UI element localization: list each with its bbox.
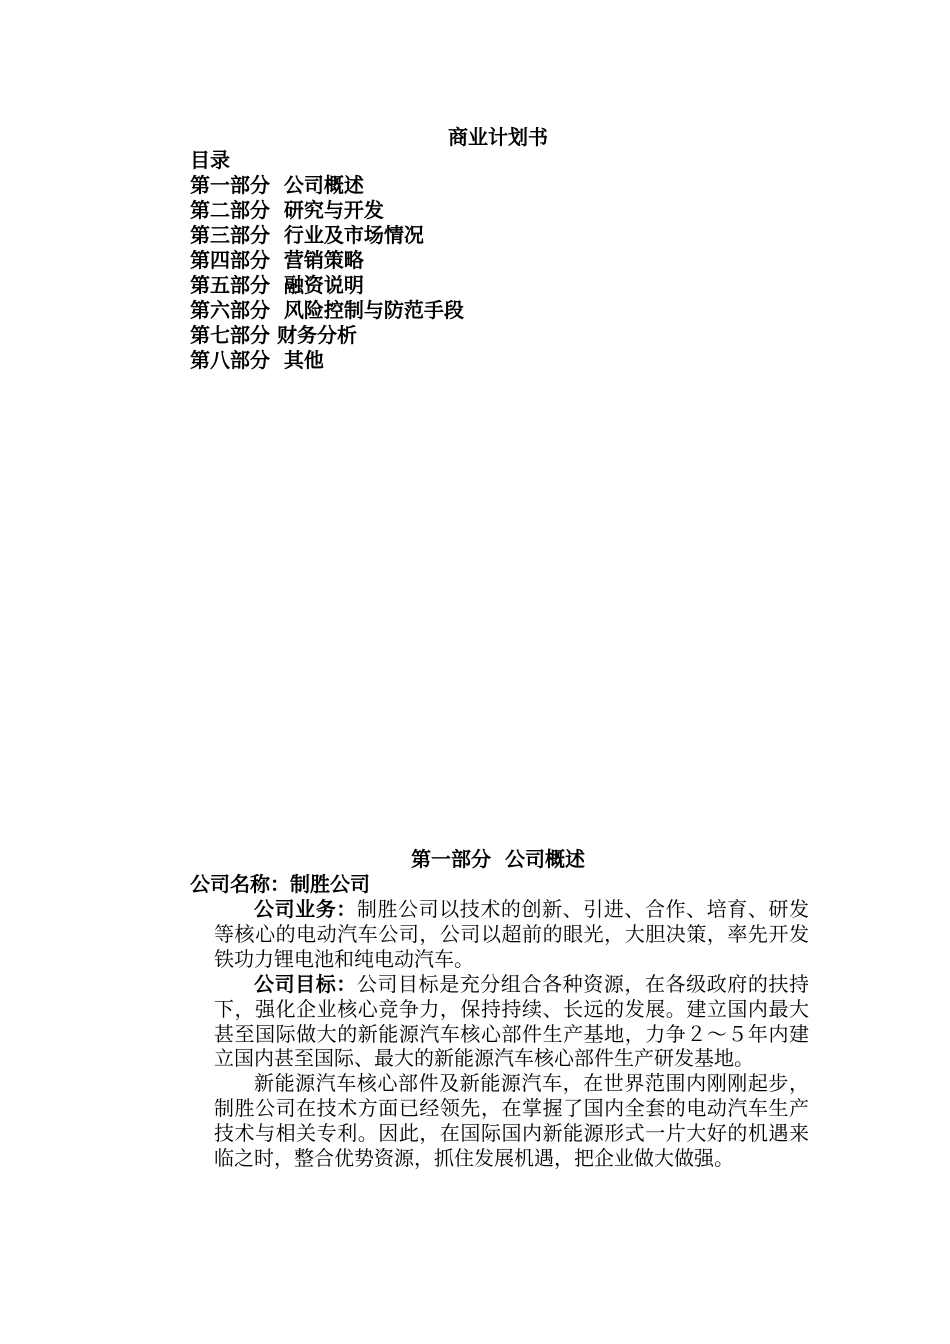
toc-item-part-8: 第八部分 其他 [190, 348, 324, 372]
company-name: 公司名称：制胜公司 [190, 872, 370, 896]
toc-item-part-3: 第三部分 行业及市场情况 [190, 223, 424, 247]
business-paragraph [214, 897, 809, 972]
document-title: 商业计划书 [448, 125, 548, 149]
toc-item-part-1: 第一部分 公司概述 [190, 173, 364, 197]
toc-item-part-2: 第二部分 研究与开发 [190, 198, 384, 222]
toc-heading: 目录 [190, 148, 230, 172]
goal-paragraph [214, 972, 809, 1072]
toc-item-part-7: 第七部分 财务分析 [190, 323, 357, 347]
business-text: 制胜公司以技术的创新、引进、合作、培育、研发等核心的电动汽车公司，公司以超前的眼光，大胆决策，率先开发铁功力锂电池和纯电动汽车。 [214, 897, 810, 971]
section-title: 第一部分 公司概述 [411, 847, 585, 871]
toc-item-part-5: 第五部分 融资说明 [190, 273, 364, 297]
toc-item-part-4: 第四部分 营销策略 [190, 248, 364, 272]
section-body [214, 897, 809, 1171]
goal-label: 公司目标： [254, 971, 357, 996]
toc-item-part-6: 第六部分 风险控制与防范手段 [190, 298, 464, 322]
closing-paragraph: 新能源汽车核心部件及新能源汽车，在世界范围内刚刚起步，制胜公司在技术方面已经领先，在掌握了国内全套的电动汽车生产技术与相关专利。因此，在国际国内新能源形式一片大好的机遇来临之时，整合优势资源，抓住发展机遇，把企业做大做强。 [214, 1071, 809, 1171]
table-of-contents [190, 148, 464, 373]
business-label: 公司业务： [254, 897, 357, 921]
goal-text: 公司目标是充分组合各种资源，在各级政府的扶持下，强化企业核心竞争力，保持持续、长远的发展。建立国内最大甚至国际做大的新能源汽车核心部件生产基地，力争２～５年内建立国内甚至国际、最大的新能源汽车核心部件生产研发基地。 [214, 971, 810, 1071]
